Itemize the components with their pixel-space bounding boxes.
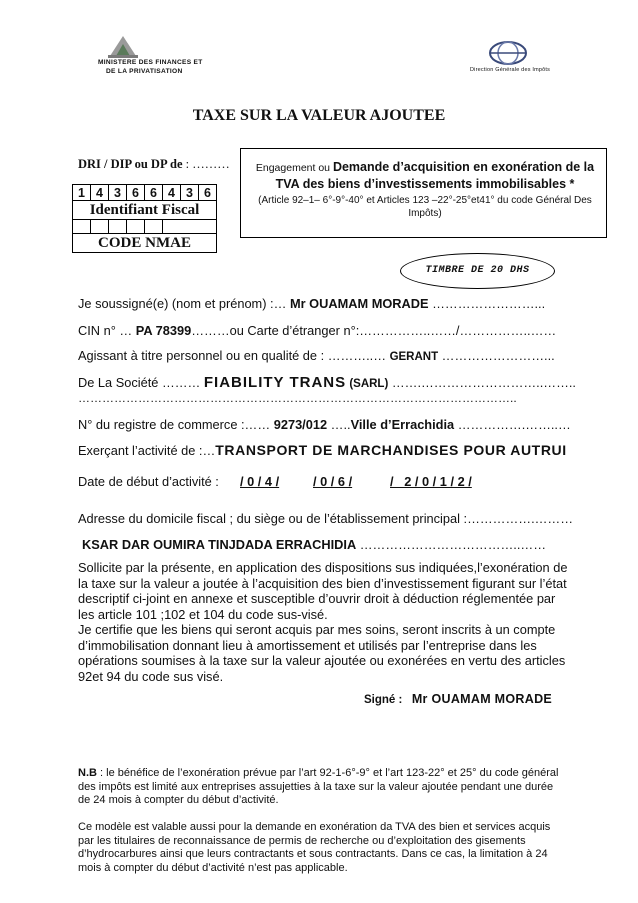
- signature-value: Mr OUAMAM MORADE: [411, 692, 553, 706]
- dri-dots: : ………: [182, 157, 230, 171]
- engagement-heading: [249, 159, 601, 192]
- page-title: TAXE SUR LA VALEUR AJOUTEE: [192, 107, 446, 124]
- agissant-dots: ……………………...: [438, 348, 555, 363]
- stamp-label: TIMBRE DE 20 DHS: [425, 265, 530, 276]
- date-line: [78, 474, 472, 489]
- nmae-cell: [73, 220, 91, 234]
- rc-dots: …..: [327, 417, 351, 432]
- engagement-demand: Demande d’acquisition en exonération de la TVA des biens d’investissements immobilisables *: [275, 160, 595, 191]
- dgi-emblem-icon: [488, 40, 528, 66]
- soussigne-value: Mr OUAMAM MORADE: [286, 296, 433, 311]
- engagement-word: Engagement: [255, 162, 316, 174]
- nmae-cell: [127, 220, 145, 234]
- date-day: / 0 / 4 /: [240, 474, 280, 489]
- request-paragraph: Sollicite par la présente, en application des dispositions sus indiquées,l’exonération de la taxe sur la valeur a joutée à l’acquisition des bien d’investissement figurant sur l’état descriptif ci-joint en annexe et susceptible d’ouvrir droit à déduction réglementée par les article 101 ;102 et 104 du code sus-visé.: [78, 560, 568, 622]
- nb-note-2: Ce modèle est valable aussi pour la demande en exonération da TVA des bien et services acquis par les titulaires de reconnaissance de permis de recherche ou d’exploitation des gisements d’hydrocarbures ainsi que leurs contractants et sous contractants. Dans ce cas, la limitation à 24 mois à compter du début d’activité n’est pas applicable.: [78, 821, 551, 874]
- soussigne-label: Je soussigné(e) (nom et prénom) :…: [78, 296, 287, 311]
- nmae-cells: [73, 220, 217, 234]
- certification-paragraph: Je certifie que les biens qui seront acquis par mes soins, seront inscrits à un compte d’immobilisation donnant lieu à amortissement et utilisés par l’entreprise dans les opérations soumises à la taxe sur la valeur ajoutée ou exonérées en vertu des articles 92et 94 du code sus visé.: [78, 622, 566, 684]
- nmae-cell: [109, 220, 127, 234]
- nb-text-1: : le bénéfice de l’exonération prévue par l’art 92-1-6°-9° et l’art 123-22° et 25° du code général des impôts est limité aux entreprises assujetties à la taxe sur la valeur ajoutée pendant une durée de 24 mois à compter du début d’activité.: [78, 767, 559, 807]
- activite-label: Exerçant l’activité de :…: [78, 443, 216, 458]
- activite-value: TRANSPORT DE MARCHANDISES POUR AUTRUI: [215, 442, 567, 458]
- engagement-ou: ou: [315, 162, 333, 174]
- id-digit: 4: [163, 185, 181, 201]
- id-digit: 6: [145, 185, 163, 201]
- rc-tail: …………….……..…: [454, 417, 571, 432]
- adresse-value: KSAR DAR OUMIRA TINJDADA ERRACHIDIA: [82, 537, 357, 552]
- dri-line: [78, 157, 230, 172]
- cin-dots: ………ou Carte d’étranger n°:……………..……/……………..……: [191, 323, 557, 338]
- activite-line: [78, 442, 567, 458]
- id-digit: 6: [127, 185, 145, 201]
- ministry-logo: [86, 34, 216, 84]
- id-digit: 3: [109, 185, 127, 201]
- agissant-line: [78, 348, 555, 363]
- dgi-logo: [468, 40, 568, 90]
- id-digit: 1: [73, 185, 91, 201]
- date-year: / 2 / 0 / 1 / 2 /: [390, 474, 472, 489]
- id-digit: 4: [91, 185, 109, 201]
- nmae-label: CODE NMAE: [73, 234, 217, 253]
- soussigne-line: [78, 296, 545, 311]
- cin-value: PA 78399: [135, 323, 192, 338]
- cin-line: [78, 323, 556, 338]
- date-label: Date de début d’activité :: [78, 474, 219, 489]
- adresse-dots: ………………………………..……: [356, 537, 547, 552]
- rc-value: 9273/012: [273, 417, 328, 432]
- engagement-article-ref: (Article 92–1– 6°-9°-40° et Articles 123 –22°-25°et41° du code Général Des Impôts): [258, 195, 592, 219]
- soussigne-dots: ……………………...: [432, 296, 546, 311]
- nb-label: N.B: [78, 767, 97, 779]
- ministry-logo-line2: DE LA PRIVATISATION: [106, 68, 183, 75]
- dgi-logo-text: Direction Générale des Impôts: [470, 67, 551, 73]
- nb-note: [78, 767, 568, 808]
- rc-label: N° du registre de commerce :……: [78, 417, 274, 432]
- societe-dots-line: ………………………………………………………………………………………………..: [78, 391, 517, 405]
- nmae-cell: [145, 220, 163, 234]
- adresse-label: Adresse du domicile fiscal ; du siège ou de l’établissement principal :…………….………: [78, 511, 574, 526]
- id-digit: 3: [181, 185, 199, 201]
- nmae-cell: [163, 220, 217, 234]
- rc-line: [78, 417, 571, 432]
- fiscal-stamp: [400, 253, 555, 289]
- fiscal-id-label: Identifiant Fiscal: [73, 201, 217, 220]
- fiscal-id-digits: [73, 185, 217, 201]
- ministry-logo-line1: MINISTERE DES FINANCES ET: [98, 59, 203, 66]
- societe-label: De La Société ………: [78, 375, 204, 390]
- signature-label: Signé :: [364, 694, 403, 706]
- signature-line: [364, 692, 552, 706]
- adresse-line: [82, 537, 546, 552]
- societe-form: (SARL): [346, 378, 389, 390]
- nmae-cell: [91, 220, 109, 234]
- ministry-emblem-icon: [108, 34, 138, 58]
- societe-line: [78, 374, 576, 391]
- fiscal-id-grid: [72, 184, 217, 253]
- agissant-value: GERANT: [389, 351, 439, 363]
- societe-name: FIABILITY TRANS: [203, 374, 347, 391]
- dri-label: DRI / DIP ou DP de: [78, 157, 183, 171]
- societe-dots: …….………………………..……..: [388, 375, 576, 390]
- agissant-label: Agissant à titre personnel ou en qualité de : ………..…: [78, 348, 390, 363]
- cin-label: CIN n° …: [78, 323, 136, 338]
- date-month: / 0 / 6 /: [313, 474, 353, 489]
- rc-city: Ville d’Errachidia: [350, 417, 455, 432]
- id-digit: 6: [199, 185, 217, 201]
- engagement-box: [240, 148, 607, 238]
